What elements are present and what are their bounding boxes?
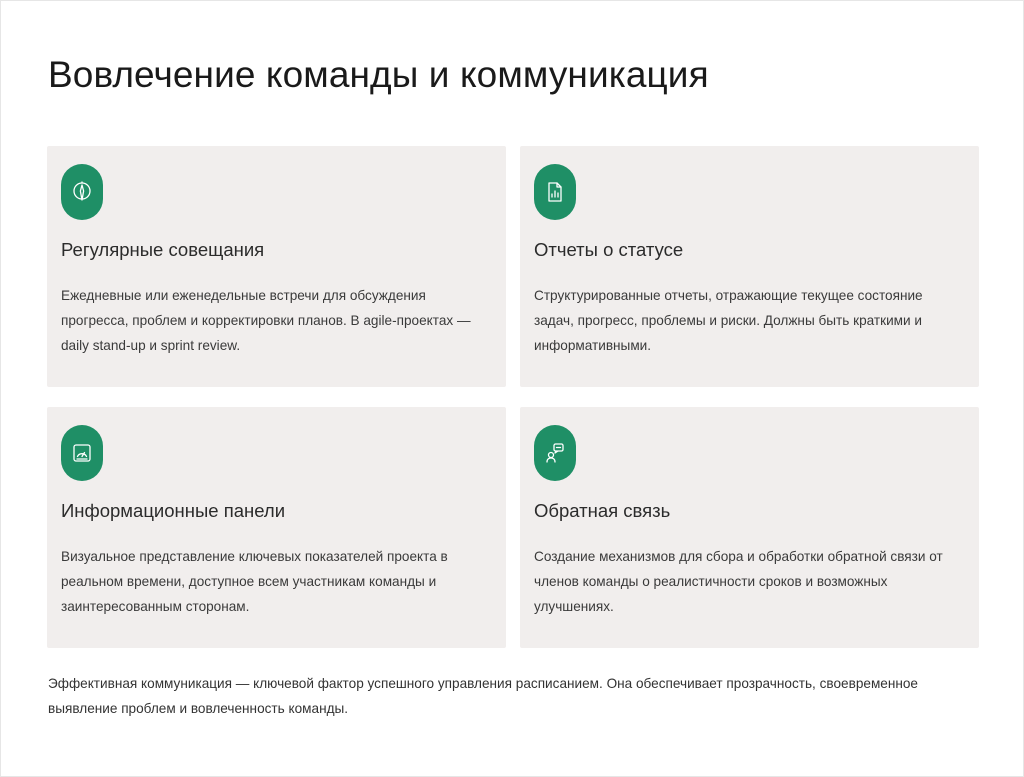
dashboard-gauge-icon (70, 441, 94, 465)
feedback-icon (543, 441, 567, 465)
card-icon-badge (534, 425, 576, 481)
card-text: Ежедневные или еженедельные встречи для обсуждения прогресса, проблем и корректировки планов. В agile-проектах — daily stand-up и sprint review. (61, 288, 471, 353)
page-title: Вовлечение команды и коммуникация (48, 54, 709, 95)
card-status-reports (520, 146, 979, 387)
compass-icon (70, 180, 94, 204)
card-icon-badge (61, 425, 103, 481)
card-icon-badge (61, 164, 103, 220)
card-text: Структурированные отчеты, отражающие текущее состояние задач, прогресс, проблемы и риски. Должны быть краткими и информативными. (534, 288, 923, 353)
card-title: Информационные панели (61, 500, 286, 521)
card-text: Визуальное представление ключевых показателей проекта в реальном времени, доступное всем участникам команды и заинтересованным сторонам. (61, 549, 448, 614)
card-title: Обратная связь (534, 500, 671, 521)
card-icon-badge (534, 164, 576, 220)
summary-text: Эффективная коммуникация — ключевой фактор успешного управления расписанием. Она обеспечивает прозрачность, своевременное выявление проблем и вовлеченность команды. (48, 676, 918, 716)
card-regular-meetings (47, 146, 506, 387)
card-info-dashboards (47, 407, 506, 648)
card-title: Отчеты о статусе (534, 239, 684, 260)
card-text: Создание механизмов для сбора и обработки обратной связи от членов команды о реалистичности сроков и возможных улучшениях. (534, 549, 943, 614)
report-chart-icon (543, 180, 567, 204)
card-feedback (520, 407, 979, 648)
card-title: Регулярные совещания (61, 239, 265, 260)
